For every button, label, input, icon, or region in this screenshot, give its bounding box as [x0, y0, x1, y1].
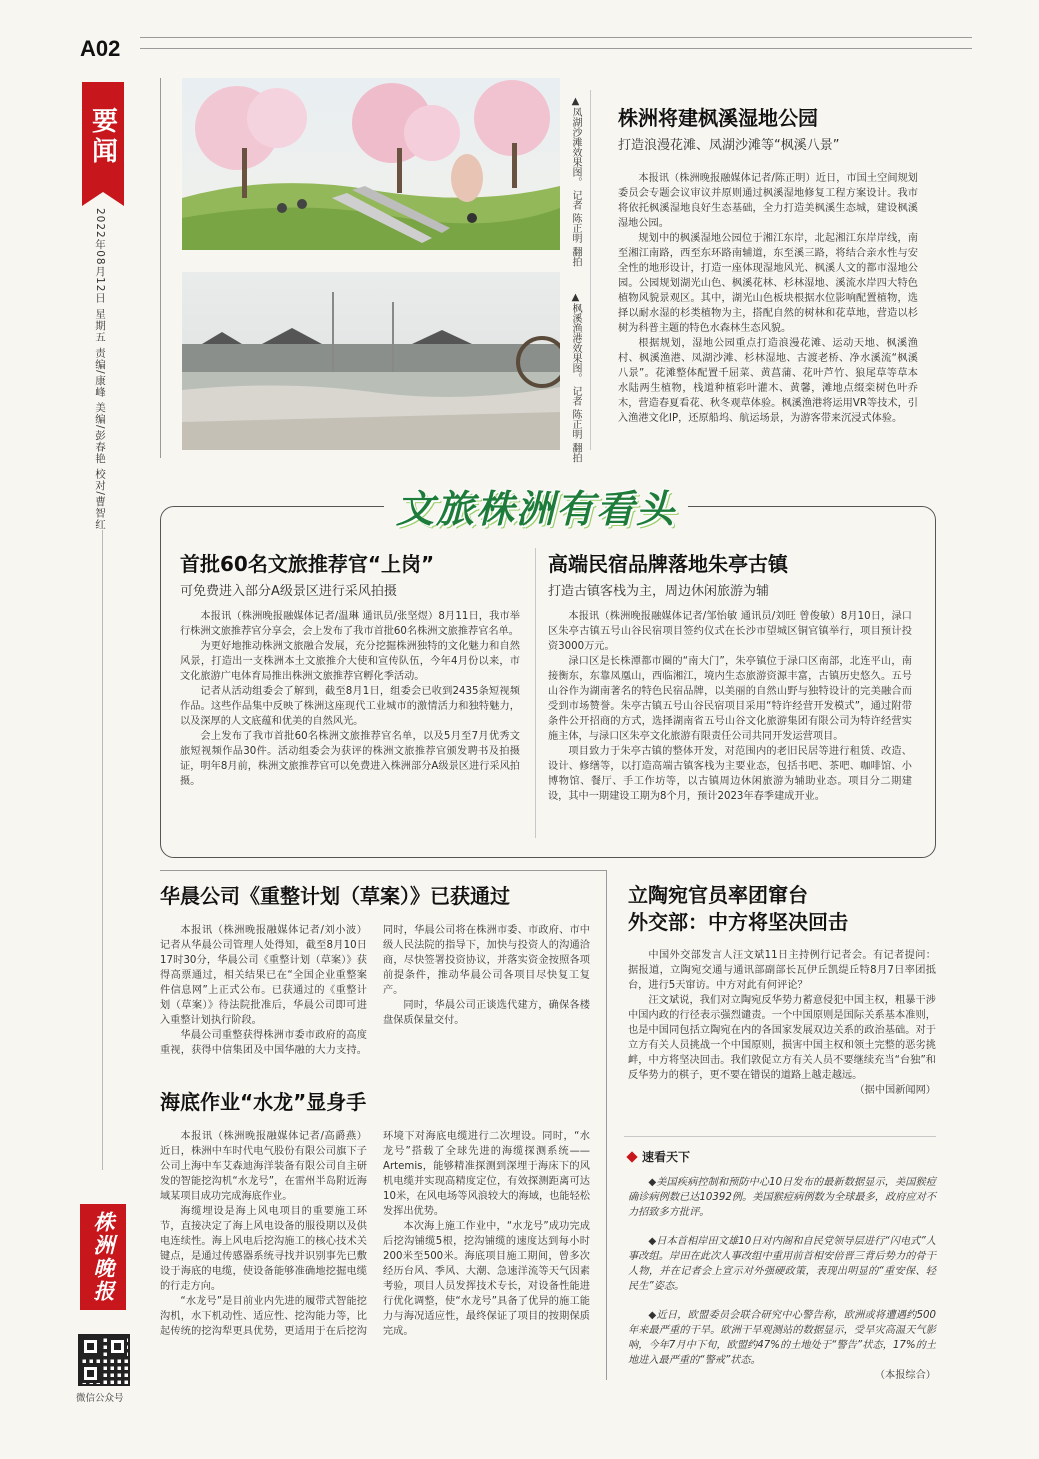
- photo-caption-1: ▲凤湖沙滩效果图。 记者 陈正明 翻拍: [570, 96, 581, 267]
- article-diplomacy: [628, 882, 936, 1098]
- world-news-heading: 速看天下: [628, 1148, 936, 1165]
- masthead-logo: 株洲晚报: [80, 1204, 126, 1310]
- culture-tourism-banner: 文旅株洲有看头: [384, 478, 688, 533]
- wetland-para: 根据规划，湿地公园重点打造浪漫花滩、运动天地、枫溪渔村、枫溪渔港、凤湖沙滩、杉林湿地、古渡老桥、净水溪流“枫溪八景”。花滩整体配置千屈菜、黄菖蒲、花叶芦竹、狼尾草等草本水陆两生植物，栈道种植彩叶灌木、黄馨，滩地点缀栾树色叶乔木，营造春夏看花、秋冬观草体验。枫溪渔港将运用VR等技术，引入渔港文化IP，还原船坞、航运场景，为游客带来沉浸式体验。: [618, 338, 918, 424]
- world-news-item: ◆近日，欧盟委员会联合研究中心警告称，欧洲或将遭遇约500年来最严重的干旱。欧洲干旱观测站的数据显示，受旱灾高温天气影响，今年7月中下旬，欧盟约47%的土地处于“警告”状态，17%的土地进入最严重的“警戒”状态。: [628, 1310, 936, 1366]
- waterdragon-para: 本次海上施工作业中，“水龙号”成功完成后挖沟铺缆5根，挖沟铺缆的速度达到每小时200米至500米。海底项目施工期间，曾多次经历台风、季风、大潮、急速洋流等天气因素考验，项目人员发挥技术专长，对设备性能进行优化调整，使“水龙号”具备了优异的施工能力与海况适应性，最终保证了项目的按期保质完成。: [383, 1221, 590, 1337]
- homestay-title: 高端民宿品牌落地朱亭古镇: [548, 552, 788, 576]
- homestay-para: 本报讯（株洲晚报融媒体记者/邹怡敏 通讯员/刘旺 曾俊敏）8月10日，渌口区朱亭古镇五号山谷民宿项目签约仪式在长沙市望城区铜官镇举行，项目预计投资3000万元。: [548, 611, 912, 652]
- world-news: [628, 1148, 936, 1383]
- recommenders-subtitle: 可免费进入部分A级景区进行采风拍摄: [180, 584, 397, 599]
- huachen-title: 华晨公司《重整计划（草案）》已获通过: [160, 884, 510, 908]
- edition-info: 2022年08月12日 星期五 责编/康峰 美编/彭春艳 校对/曹智红: [94, 208, 106, 531]
- recommenders-para: 记者从活动组委会了解到，截至8月1日，组委会已收到2435条短视频作品。这些作品集中反映了株洲这座现代工业城市的激情活力和独特魅力，以及深厚的人文底蕴和优美的自然风光。: [180, 686, 520, 727]
- photo-fengxi-harbor: [182, 272, 560, 450]
- section-tag-notch: [82, 192, 124, 206]
- huachen-para: 同时，华晨公司正谈选代建方，确保各楼盘保质保量交付。: [383, 1000, 590, 1026]
- wetland-para: 规划中的枫溪湿地公园位于湘江东岸，北起湘江东岸岸线，南至湘江南路，西至东环路南辅道，东至溪三路，将结合亲水性与安全性的地形设计，打造一座体现湿地风光、枫溪人文的都市湿地公园。公园规划湖光山色、枫溪花林、杉林湿地、溪流水岸四大特色植物风貌景观区。其中，湖光山色板块根据水位影响配置植物，选择以耐水湿的杉类植物为主，搭配自然的树林和花草地，营造以杉树为科普主题的特色水森林生态风貌。: [618, 233, 918, 334]
- huachen-para: 本报讯（株洲晚报融媒体记者/刘小波）记者从华晨公司管理人处得知，截至8月10日17时30分，华晨公司《重整计划（草案）》获得高票通过，相关结果已在“全国企业重整案件信息网”上正式公布。已获通过的《重整计划（草案）》待法院批准后，华晨公司即可进入重整计划执行阶段。: [160, 925, 367, 1026]
- article-waterdragon: [160, 1086, 590, 1399]
- world-news-source: （本报综合）: [874, 1370, 936, 1381]
- photo-fenghu-beach: [182, 78, 560, 250]
- diplomacy-para: 中国外交部发言人汪文斌11日主持例行记者会。有记者提问：据报道，立陶宛交通与通讯部副部长瓦伊丘凯缇丘特8月7日率团抵台，进行5天窜访。中方对此有何评论？: [628, 950, 936, 991]
- qr-label: 微信公众号: [76, 1393, 124, 1404]
- diplomacy-title-line2: 外交部：中方将坚决回击: [628, 910, 848, 934]
- article-homestay: [548, 548, 912, 804]
- article-wetland: [618, 102, 918, 426]
- diplomacy-title-line1: 立陶宛官员率团窜台: [628, 883, 808, 907]
- photo-caption-2: ▲枫溪渔港效果图。 记者 陈正明 翻拍: [570, 292, 581, 463]
- wetland-subtitle: 打造浪漫花滩、凤湖沙滩等“枫溪八景”: [618, 138, 840, 153]
- wetland-title: 株洲将建枫溪湿地公园: [618, 106, 818, 130]
- world-news-item: ◆日本首相岸田文雄10日对内阁和自民党领导层进行“闪电式”人事改组。岸田在此次人事改组中重用前首相安倍晋三背后势力的骨干人物，并在记者会上宣示对外强硬政策，表现出明显的“重安保、轻民生”姿态。: [628, 1236, 936, 1292]
- homestay-subtitle: 打造古镇客栈为主，周边休闲旅游为辅: [548, 584, 770, 599]
- article-huachen: [160, 880, 590, 1073]
- page-number: A02: [80, 36, 121, 61]
- recommenders-title: 首批60名文旅推荐官“上岗”: [180, 552, 435, 576]
- recommenders-para: 会上发布了我市首批60名株洲文旅推荐官名单，以及5月至7月优秀文旅短视频作品30件。活动组委会为获评的株洲文旅推荐官颁发聘书及拍摄证，明年8月前，株洲文旅推荐官可以免费进入株洲部分A级景区进行采风拍摄。: [180, 731, 520, 787]
- diamond-icon: [626, 1151, 637, 1162]
- article-recommenders: [180, 548, 520, 789]
- world-news-item: ◆美国疾病控制和预防中心10日发布的最新数据显示，美国猴痘确诊病例数已达10392例。美国猴痘病例数为全球最多，政府应对不力招致多方批评。: [628, 1177, 936, 1218]
- recommenders-para: 为更好地推动株洲文旅融合发展，充分挖掘株洲独特的文化魅力和自然风景，打造出一支株洲本土文旅推介大使和宣传队伍，今年4月份以来，市文化旅游广电体育局推出株洲文旅推荐官孵化季活动。: [180, 641, 520, 682]
- waterdragon-para: 本报讯（株洲晚报融媒体记者/高爵燕）近日，株洲中车时代电气股份有限公司旗下子公司上海中车艾森迪海洋装备有限公司自主研发的智能挖沟机“水龙号”，在雷州半岛附近海域某项目成功完成海底作业。: [160, 1131, 367, 1202]
- section-tag: 要闻: [82, 82, 124, 192]
- waterdragon-para: “水龙号”是目前业内先进的履带式智能挖沟机，水下机动性、适应性、挖沟能力等，比起传统的挖沟犁更具优势，更适用于在后挖沟环境下对海底电缆进行二次埋设。同时，“水龙号”搭载了全球先进的海缆探测系统——Artemis，能够精准探测到深埋于海床下的风机电缆并实现高精度定位，有效探测距离可达10米，在风电场等风浪较大的海域，也能轻松发挥出优势。: [160, 1131, 590, 1337]
- diplomacy-para: 汪文斌说，我们对立陶宛反华势力蓄意侵犯中国主权，粗暴干涉中国内政的行径表示强烈谴责。一个中国原则是国际关系基本准则，也是中国同包括立陶宛在内的各国家发展双边关系的政治基础。对于立方有关人员挑战一个中国原则，损害中国主权和领土完整的恶劣挑衅，中方将坚决回击。我们敦促立方有关人员不要继续充当“台独”和反华势力的棋子，更不要在错误的道路上越走越远。: [628, 995, 936, 1081]
- wetland-para: 本报讯（株洲晚报融媒体记者/陈正明）近日，市国土空间规划委员会专题会议审议并原则通过枫溪湿地修复工程方案设计。我市将依托枫溪湿地良好生态基础，全力打造美枫溪生态城，建设枫溪湿地公园。: [618, 173, 918, 229]
- homestay-para: 项目致力于朱亭古镇的整体开发，对范围内的老旧民居等进行租赁、改造、设计、修缮等，以打造高端古镇客栈为主要业态，包括书吧、茶吧、咖啡馆、小博物馆、餐厅、手工作坊等，以古镇周边休闲旅游为辅助业态。项目分二期建设，其中一期建设工期为8个月，预计2023年春季建成开业。: [548, 746, 912, 802]
- homestay-para: 渌口区是长株潭都市圈的“南大门”，朱亭镇位于渌口区南部，北连平山，南接衡东，东靠凤凰山，西临湘江，境内生态旅游资源丰富，古镇历史悠久。五号山谷作为湖南著名的特色民宿品牌，以美丽的自然山野与独特设计的完美融合而受到市场赞誉。朱亭古镇五号山谷民宿项目采用“特许经营开发模式”，通过附带条件公开招商的方式，选择湖南省五号山谷文化旅游集团有限公司为特许经营实施主体，与渌口区朱亭文化旅游有限责任公司共同开发运营项目。: [548, 656, 912, 742]
- waterdragon-para: 海缆埋设是海上风电项目的重要施工环节，直接决定了海上风电设备的服役期以及供电连续性。海上风电后挖沟施工的核心技术关键点，是通过传感器系统寻找并识别事先已敷设于海底的电缆，使设备能够准确地挖掘电缆的行走方向。: [160, 1206, 367, 1292]
- waterdragon-title: 海底作业“水龙”显身手: [160, 1090, 367, 1114]
- recommenders-para: 本报讯（株洲晚报融媒体记者/温琳 通讯员/张坚煜）8月11日，我市举行株洲文旅推荐官分享会，会上发布了我市首批60名株洲文旅推荐官名单。: [180, 611, 520, 637]
- diplomacy-source: （据中国新闻网）: [854, 1085, 936, 1096]
- huachen-para: 华晨公司重整获得株洲市委市政府的高度重视，获得中信集团及中国华融的大力支持。同时，华晨公司将在株洲市委、市政府、市中级人民法院的指导下，加快与投资人的沟通洽商，尽快签署投资协议，并落实资金按照各项前提条件，推动华晨公司各项目尽快复工复产。: [160, 925, 590, 1056]
- qr-code-icon[interactable]: [78, 1334, 130, 1386]
